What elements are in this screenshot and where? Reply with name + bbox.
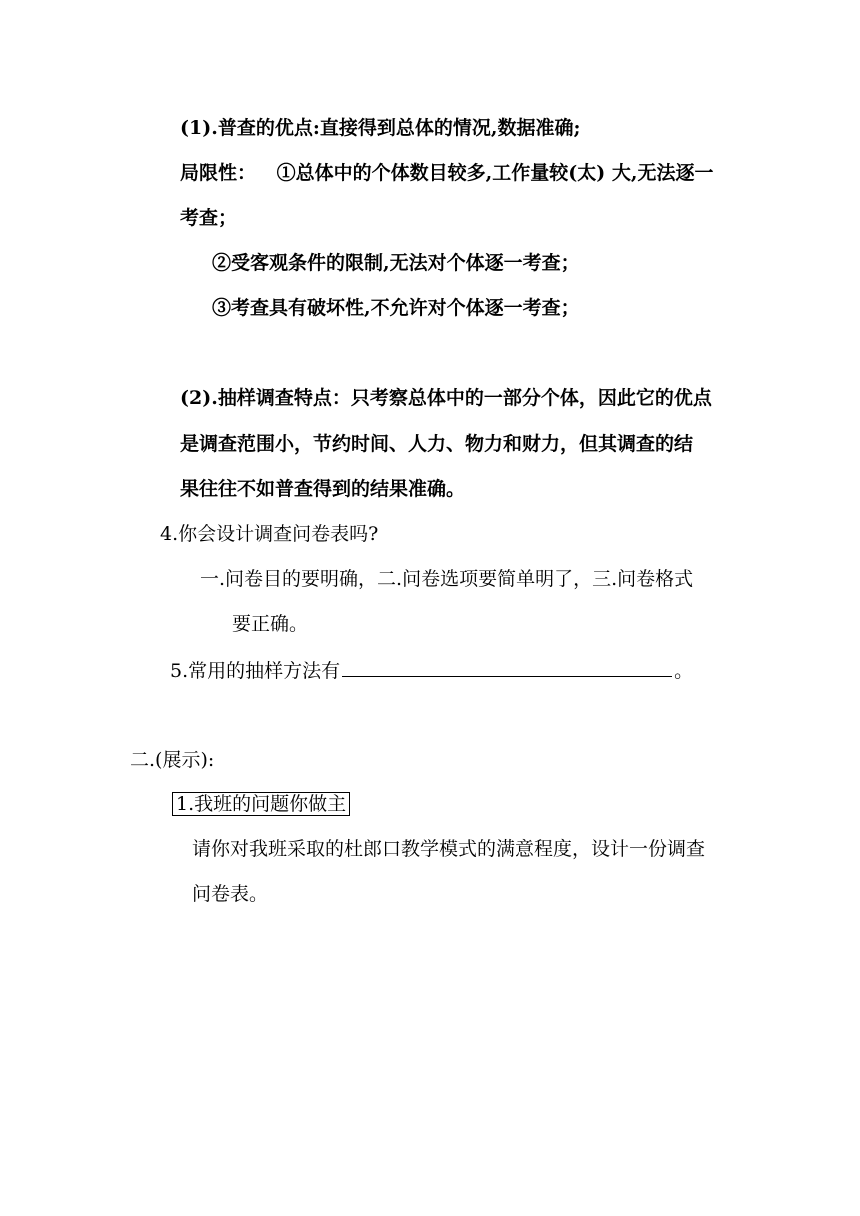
census-limit-label: 局限性： [180,162,257,184]
sampling-line-1: (2).抽样调查特点：只考察总体中的一部分个体，因此它的优点 [180,387,712,409]
q5-answer-blank[interactable] [342,658,672,677]
census-limit-row [180,161,713,185]
q4-answer-b: 要正确。 [232,613,309,635]
sampling-line-2: 是调查范围小，节约时间、人力、物力和财力，但其调查的结 [180,433,694,455]
q5-suffix: 。 [674,660,694,682]
task-line-1: 请你对我班采取的杜郎口教学模式的满意程度，设计一份调查 [192,838,706,860]
q5-prefix: 5.常用的抽样方法有 [170,660,341,682]
q4-title: 4.你会设计调查问卷表吗? [160,523,379,545]
section2-title: 二.(展示): [130,749,215,771]
census-limit-1a: ①总体中的个体数目较多,工作量较(太) 大,无法逐一 [276,162,714,184]
census-advantage: (1).普查的优点:直接得到总体的情况,数据准确; [180,117,581,139]
q4-answer-a: 一.问卷目的要明确，二.问卷选项要简单明了，三.问卷格式 [200,568,694,590]
census-limit-3: ③考查具有破坏性,不允许对个体逐一考查； [212,297,580,319]
census-limit-2: ②受客观条件的限制,无法对个体逐一考查； [212,252,580,274]
census-limit-1b: 考查； [180,207,238,229]
task-title: 1.我班的问题你做主 [172,792,350,816]
sampling-line-3: 果往往不如普查得到的结果准确。 [180,478,466,500]
task-title-box [172,792,350,816]
task-line-2: 问卷表。 [192,883,269,905]
q5-row [170,658,693,683]
